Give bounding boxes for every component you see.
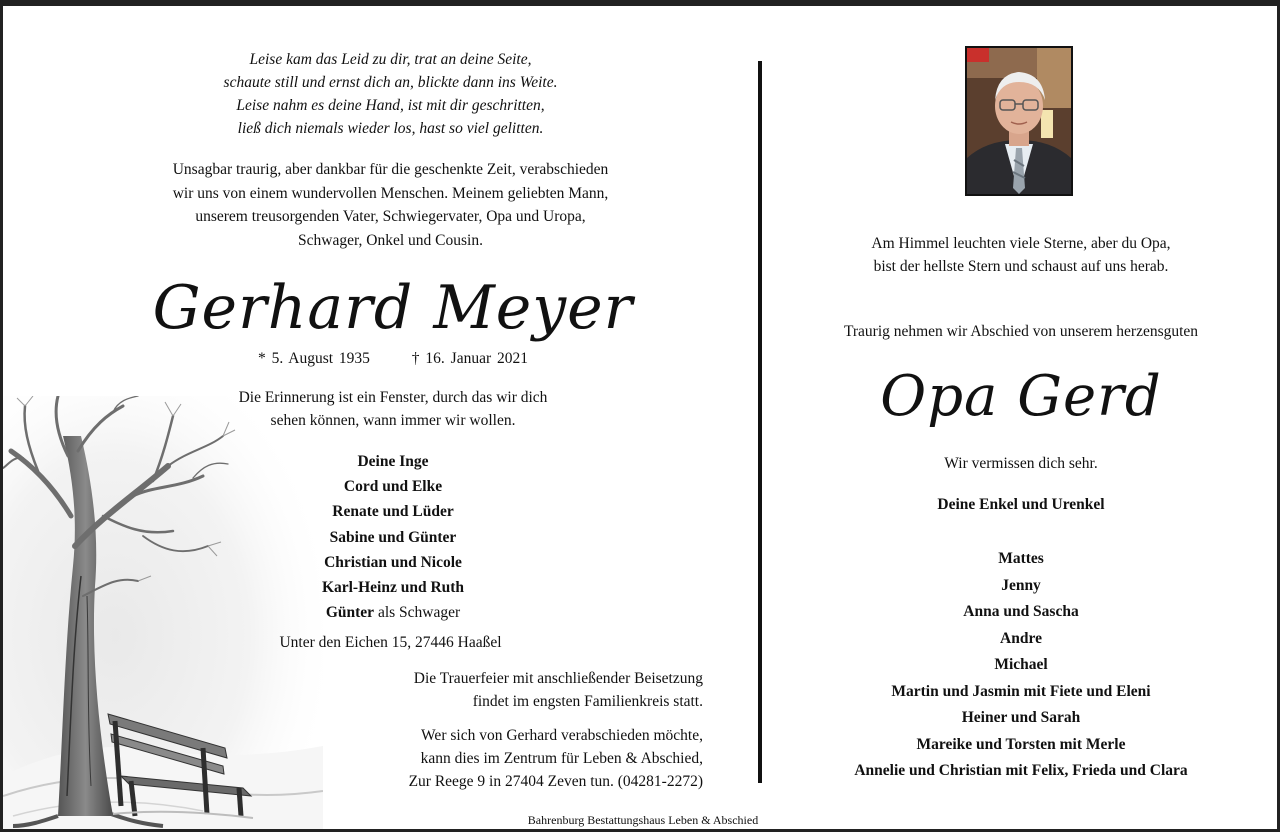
intro-line: Schwager, Onkel und Cousin. <box>298 231 483 249</box>
right-column <box>765 6 1277 832</box>
grandchild: Mareike und Torsten mit Merle <box>916 735 1126 753</box>
poem-line: ließ dich niemals wieder los, hast so viel gelitten. <box>237 120 544 137</box>
quote-line: Die Erinnerung ist ein Fenster, durch das wir dich <box>238 389 548 406</box>
stars-line: Am Himmel leuchten viele Sterne, aber du Opa, <box>871 235 1171 252</box>
grandfather-name: Opa Gerd <box>880 364 1162 429</box>
grandchild: Annelie und Christian mit Felix, Frieda und Clara <box>854 762 1188 779</box>
intro-text <box>98 158 683 252</box>
family-member: Cord und Elke <box>343 478 443 496</box>
deceased-name: Gerhard Meyer <box>152 273 634 343</box>
farewell-intro: Traurig nehmen wir Abschied von unserem herzensguten <box>843 323 1199 340</box>
poem <box>103 48 678 140</box>
death-date: † 16. Januar 2021 <box>411 350 528 367</box>
miss-text: Wir vermissen dich sehr. <box>944 455 1098 472</box>
service-notice <box>303 667 703 713</box>
service-line: Die Trauerfeier mit anschließender Beisetzung <box>413 670 703 687</box>
farewell-line: Wer sich von Gerhard verabschieden möchte, <box>421 727 703 744</box>
portrait-photo <box>965 46 1073 196</box>
quote-line: sehen können, wann immer wir wollen. <box>270 412 516 429</box>
family-member: Deine Inge <box>357 453 429 470</box>
family-member: Günter als Schwager <box>325 604 461 622</box>
stars-verse <box>775 232 1267 278</box>
grandchild: Andre <box>1000 629 1042 647</box>
birth-date: * 5. August 1935 <box>257 350 370 367</box>
family-address: Unter den Eichen 15, 27446 Haaßel <box>279 634 502 651</box>
stars-line: bist der hellste Stern und schaust auf uns herab. <box>873 258 1169 275</box>
grandchild: Heiner und Sarah <box>961 709 1081 726</box>
farewell-line: Zur Reege 9 in 27404 Zeven tun. (04281-2272) <box>408 773 703 790</box>
intro-line: Unsagbar traurig, aber dankbar für die geschenkte Zeit, verabschieden <box>172 161 609 178</box>
grandchild: Martin und Jasmin mit Fiete und Eleni <box>891 682 1151 700</box>
poem-line: Leise kam das Leid zu dir, trat an deine Seite, <box>249 51 532 68</box>
service-line: findet im engsten Familienkreis statt. <box>472 693 703 710</box>
funeral-home-credit: Bahrenburg Bestattungshaus Leben & Abschied <box>527 813 759 827</box>
grandchildren-heading: Deine Enkel und Urenkel <box>937 496 1105 513</box>
left-column <box>3 6 763 832</box>
family-list <box>243 449 543 625</box>
grandchild: Mattes <box>998 550 1044 567</box>
grandchild: Michael <box>994 656 1048 673</box>
poem-line: Leise nahm es deine Hand, ist mit dir geschritten, <box>236 97 545 114</box>
family-member: Sabine und Günter <box>329 528 457 546</box>
farewell-notice <box>303 724 703 793</box>
grandchild: Anna und Sascha <box>963 603 1079 620</box>
family-member: Karl-Heinz und Ruth <box>321 579 465 597</box>
family-member: Christian und Nicole <box>324 553 462 571</box>
intro-line: unserem treusorgenden Vater, Schwiegervater, Opa und Uropa, <box>195 208 586 225</box>
column-divider <box>758 61 762 783</box>
intro-line: wir uns von einem wundervollen Menschen. Meinem geliebten Mann, <box>172 184 609 202</box>
family-member: Renate und Lüder <box>332 503 454 521</box>
life-dates <box>93 348 693 370</box>
farewell-line: kann dies im Zentrum für Leben & Abschied, <box>420 750 703 767</box>
grandchildren-list <box>765 546 1277 785</box>
memory-quote <box>93 386 693 432</box>
poem-line: schaute still und ernst dich an, blickte dann ins Weite. <box>223 74 558 91</box>
grandchild: Jenny <box>1001 576 1041 594</box>
